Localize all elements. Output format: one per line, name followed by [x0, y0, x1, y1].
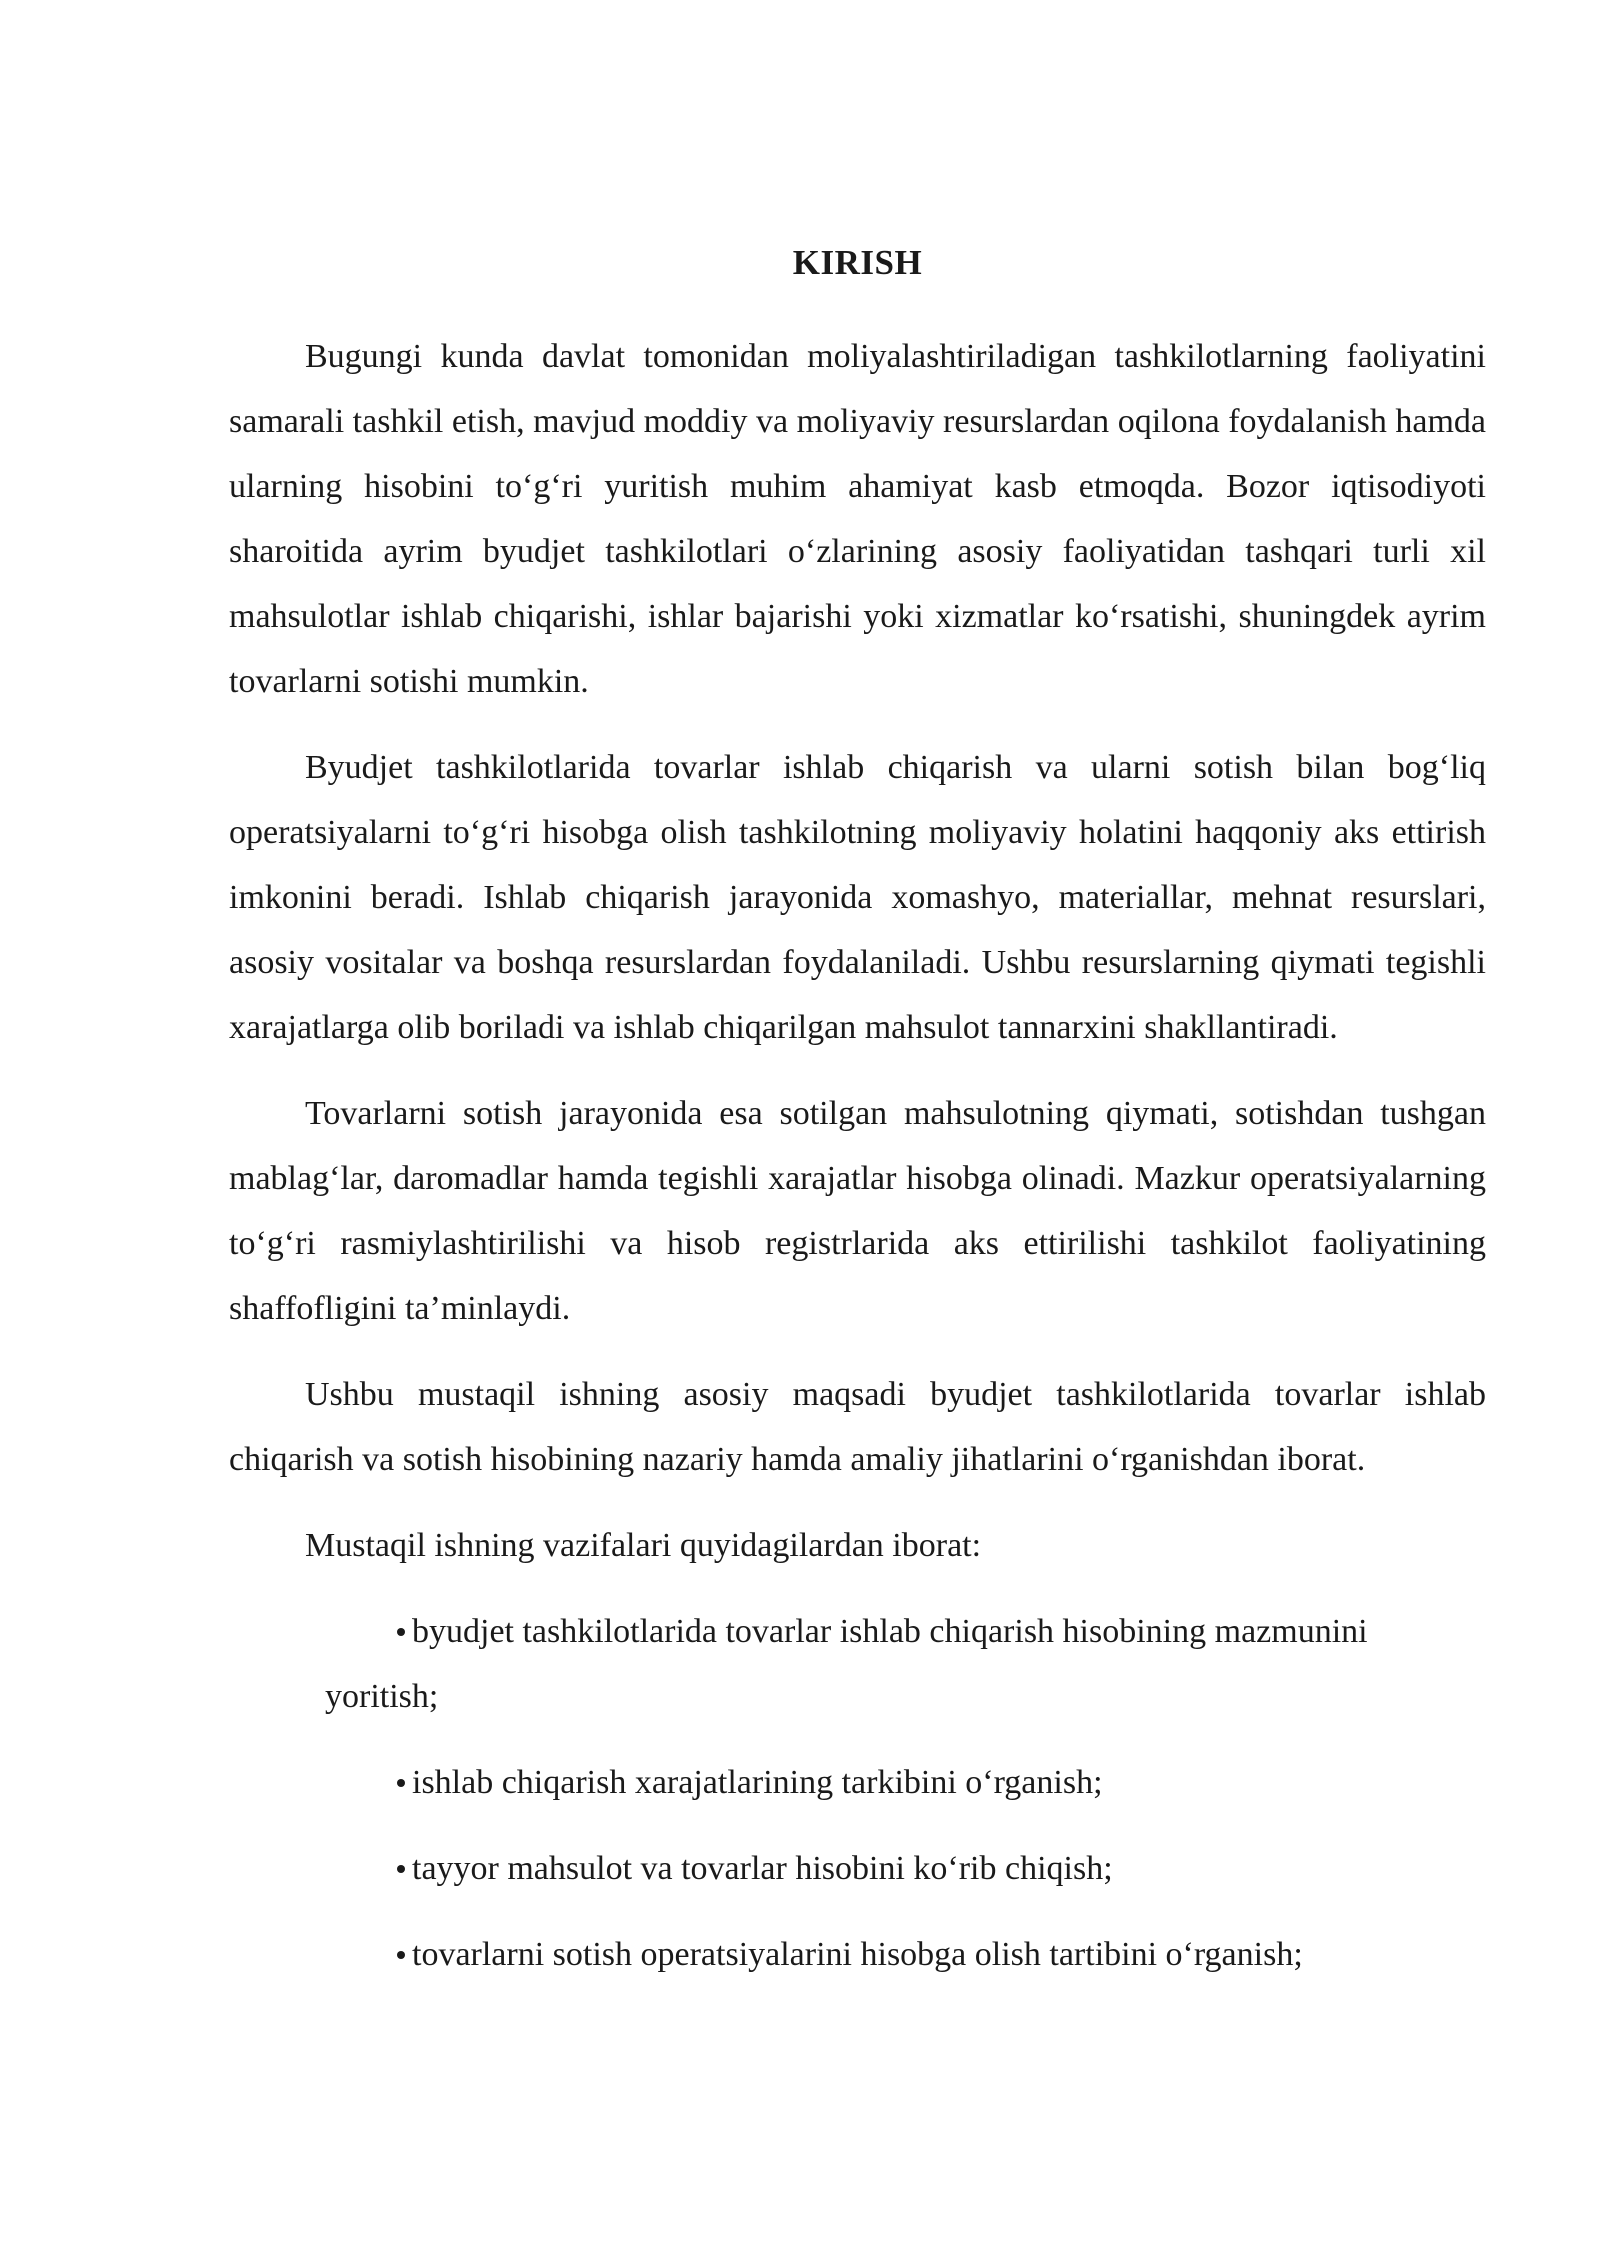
- list-item: [325, 1922, 1486, 1987]
- task-text: ishlab chiqarish xarajatlarining tarkibini o‘rganish;: [412, 1764, 1103, 1801]
- task-text: tovarlarni sotish operatsiyalarini hisobga olish tartibini o‘rganish;: [412, 1936, 1303, 1973]
- bullet-icon: [397, 1779, 405, 1787]
- bullet-icon: [397, 1951, 405, 1959]
- list-item: [325, 1750, 1486, 1815]
- bullet-icon: [397, 1628, 405, 1636]
- list-item: [325, 1836, 1486, 1901]
- tasks-list: [229, 1599, 1486, 1987]
- task-text: byudjet tashkilotlarida tovarlar ishlab chiqarish hisobining mazmunini yoritish;: [325, 1613, 1368, 1715]
- paragraph-production: Byudjet tashkilotlarida tovarlar ishlab chiqarish va ularni sotish bilan bog‘liq operatsiyalarni to‘g‘ri hisobga olish tashkilotning moliyaviy holatini haqqoniy aks ettirish imkonini beradi. Ishlab chiqarish jarayonida xomashyo, materiallar, mehnat resurslari, asosiy vositalar va boshqa resurslardan foydalaniladi. Ushbu resurslarning qiymati tegishli xarajatlarga olib boriladi va ishlab chiqarilgan mahsulot tannarxini shakllantiradi.: [229, 749, 1486, 1046]
- tasks-intro: Mustaqil ishning vazifalari quyidagilardan iborat:: [305, 1527, 982, 1564]
- paragraph-intro: Bugungi kunda davlat tomonidan moliyalashtiriladigan tashkilotlarning faoliyatini samarali tashkil etish, mavjud moddiy va moliyaviy resurslardan oqilona foydalanish hamda ularning hisobini to‘g‘ri yuritish muhim ahamiyat kasb etmoqda. Bozor iqtisodiyoti sharoitida ayrim byudjet tashkilotlari o‘zlarining asosiy faoliyatidan tashqari turli xil mahsulotlar ishlab chiqarishi, ishlar bajarishi yoki xizmatlar ko‘rsatishi, shuningdek ayrim tovarlarni sotishi mumkin.: [229, 338, 1486, 700]
- document-body: [229, 324, 1486, 2008]
- paragraph-goal: Ushbu mustaqil ishning asosiy maqsadi byudjet tashkilotlarida tovarlar ishlab chiqarish va sotish hisobining nazariy hamda amaliy jihatlarini o‘rganishdan iborat.: [229, 1376, 1486, 1478]
- list-item: [325, 1599, 1486, 1729]
- page-title: KIRISH: [792, 243, 923, 282]
- paragraph-sales: Tovarlarni sotish jarayonida esa sotilgan mahsulotning qiymati, sotishdan tushgan mablag‘lar, daromadlar hamda tegishli xarajatlar hisobga olinadi. Mazkur operatsiyalarning to‘g‘ri rasmiylashtirilishi va hisob registrlarida aks ettirilishi tashkilot faoliyatining shaffofligini ta’minlaydi.: [229, 1095, 1486, 1327]
- bullet-icon: [397, 1865, 405, 1873]
- task-text: tayyor mahsulot va tovarlar hisobini ko‘rib chiqish;: [412, 1850, 1113, 1887]
